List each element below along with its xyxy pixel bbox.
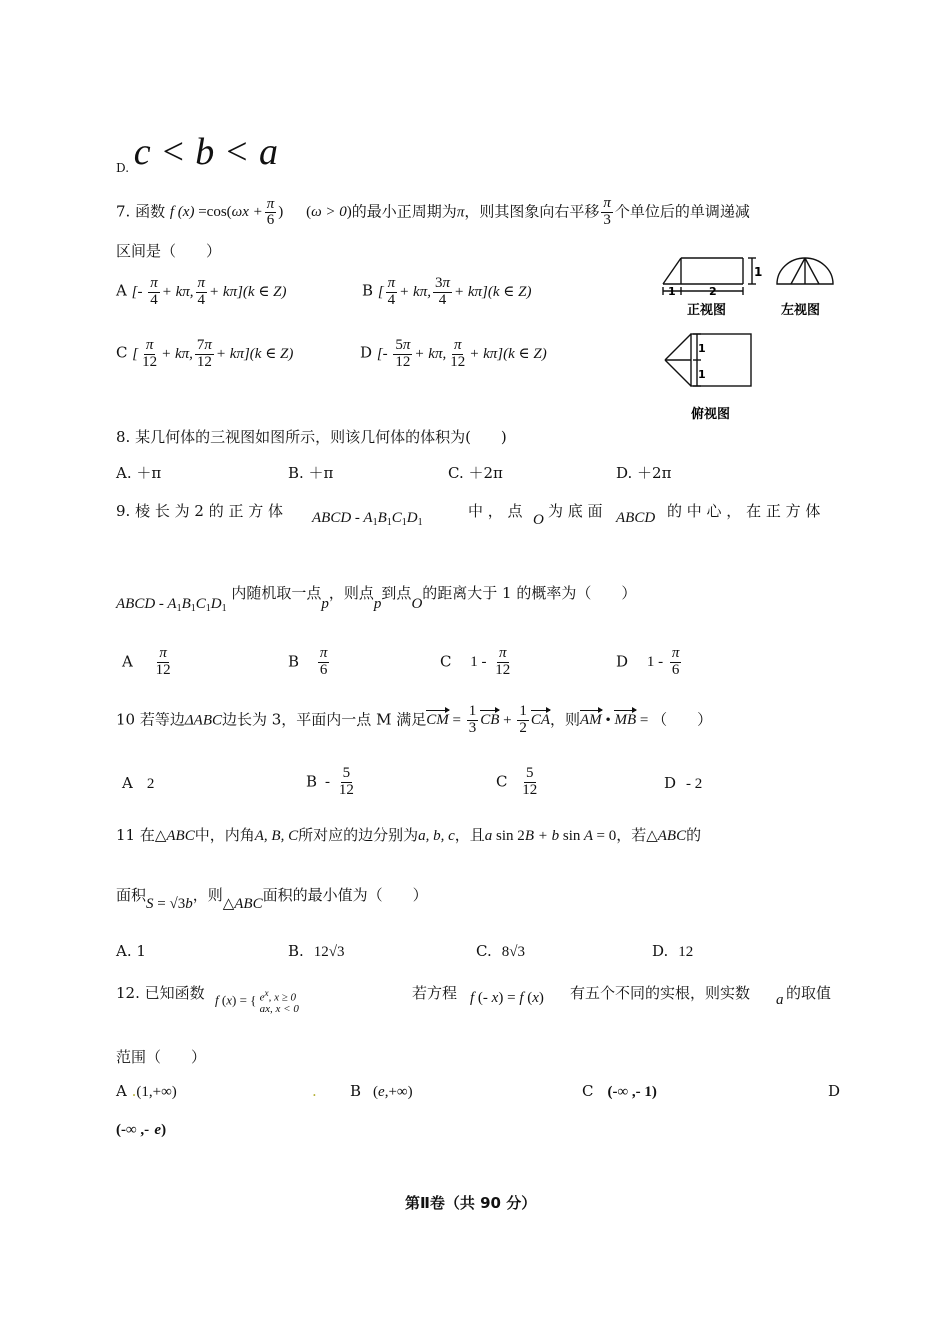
q9-option-a: A $\frac{\pi}{12}$ <box>122 645 171 678</box>
question-11-line2: 面积S = √3b，则△ABC面积的最小值为（ ） <box>116 886 428 912</box>
q7-option-c: C [ $\frac{\pi}{12}$ + kπ, $\frac{7\pi}{12}$ + kπ](k ∈ Z) <box>116 337 294 370</box>
q8-option-d: D. ＋2π <box>616 464 672 482</box>
q8-option-b: B. ＋π <box>288 464 334 482</box>
q11-option-d: D. 12 <box>652 942 694 960</box>
q12-option-d-label: D <box>828 1082 841 1100</box>
piecewise-function: f (x) = { $e^x$, x ≥ 0 ax, x < 0 <box>215 988 299 1015</box>
dim-label-left: 1 <box>668 285 676 298</box>
dim-label-top-upper: 1 <box>698 342 706 355</box>
question-7-line2: 区间是（ ） <box>116 242 222 260</box>
question-7-line1: 7. 函数 f (x) =cos(ωx + $\frac{\pi}{6}$ ) (ω > 0)的最小正周期为π，则其图象向右平移 $\frac{\pi}{3}$ 个单位后的单调递减 <box>116 195 750 229</box>
math-expression: c < b < a <box>133 131 278 173</box>
q8-option-a: A. ＋π <box>116 464 162 482</box>
q7-option-d: D [- $\frac{5\pi}{12}$ + kπ, $\frac{\pi}{12}$ + kπ](k ∈ Z) <box>360 337 547 370</box>
side-view-drawing <box>777 258 833 284</box>
q7-option-b: B [ $\frac{\pi}{4}$ + kπ, $\frac{3\pi}{4}$ + kπ](k ∈ Z) <box>362 275 532 308</box>
q11-option-c: C. 8√3 <box>476 942 525 960</box>
q9-option-c: C 1 - $\frac{\pi}{12}$ <box>440 645 511 678</box>
q12-option-a: A .(1,+∞) <box>116 1082 177 1100</box>
q8-option-c: C. ＋2π <box>448 464 503 482</box>
q11-option-b: B. 12√3 <box>288 942 345 960</box>
top-view-label: 俯视图 <box>691 407 731 422</box>
q10-option-a: A 2 <box>122 774 155 792</box>
q12-option-b: B (e,+∞) <box>350 1082 413 1100</box>
front-view-label: 正视图 <box>687 303 727 318</box>
question-12-line2: 范围（ ） <box>116 1048 207 1066</box>
stray-dot: . <box>312 1082 317 1100</box>
q10-option-c: C $\frac{5}{12}$ <box>496 765 538 798</box>
option-label: D. <box>116 161 130 175</box>
dim-label-top-lower: 1 <box>698 368 706 381</box>
q9-option-d: D 1 - $\frac{\pi}{6}$ <box>616 645 680 678</box>
question-11-line1: 11 在△ABC中，内角A, B, C所对应的边分别为a, b, c，且a sin 2B + b sin A = 0，若△ABC的 <box>116 826 702 844</box>
dim-label-width: 2 <box>709 285 717 298</box>
q9-option-b: B $\frac{\pi}{6}$ <box>288 645 328 678</box>
section-title: 第Ⅱ卷（共 90 分） <box>405 1194 537 1212</box>
q12-option-d-value: (-∞ ,- e) <box>116 1122 167 1138</box>
three-view-figure <box>655 250 845 430</box>
q11-option-a: A. 1 <box>116 942 146 960</box>
question-9-line2: ABCD - $A_1B_1C_1D_1$ 内随机取一点p，则点p到点O的距离大于 1 的概率为（ ） <box>116 584 637 614</box>
question-12-line1: 12. 已知函数 <box>116 984 205 1002</box>
question-9-line1: 9. 棱 长 为 2 的 正 方 体 <box>116 502 284 520</box>
question-8: 8. 某几何体的三视图如图所示，则该几何体的体积为( ) <box>116 428 507 446</box>
q10-option-b: B - $\frac{5}{12}$ <box>306 765 354 798</box>
cube-name-1: ABCD - $A_1B_1C_1D_1$ <box>312 510 423 528</box>
function-expr: f (x) =cos(ωx + $\frac{\pi}{6}$ ) <box>169 195 284 229</box>
q7-option-a: A [- $\frac{\pi}{4}$ + kπ, $\frac{\pi}{4}$ + kπ](k ∈ Z) <box>116 275 287 308</box>
side-view-label: 左视图 <box>781 303 821 318</box>
q12-option-c: C (-∞ ,- 1) <box>582 1082 657 1100</box>
dim-label-height: 1 <box>754 265 763 279</box>
question-10: 10 若等边ΔABC边长为 3，平面内一点 M 满足CM = $\frac{1}{3}$ CB + $\frac{1}{2}$ CA，则AM • MB = （ ） <box>116 703 713 736</box>
q10-option-d: D - 2 <box>664 774 703 792</box>
q6-option-d <box>116 130 278 175</box>
top-view-drawing <box>665 334 751 386</box>
